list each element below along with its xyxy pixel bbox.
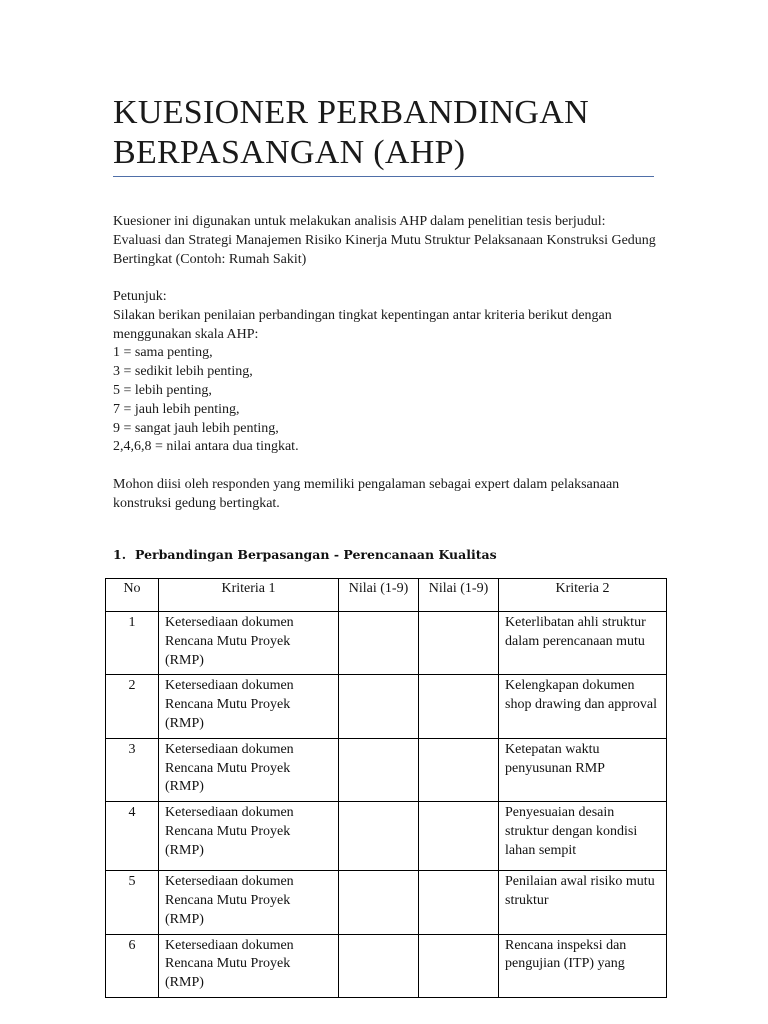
section-heading: [113, 546, 497, 564]
header-no: No: [106, 579, 159, 612]
row-number: 2: [106, 675, 159, 738]
scale-item: 1 = sama penting,: [113, 345, 213, 361]
nilai-2-cell[interactable]: [419, 802, 499, 871]
nilai-1-cell[interactable]: [339, 871, 419, 934]
document-title: [113, 93, 673, 173]
title-underline: [113, 176, 654, 177]
kriteria-1-cell: Ketersediaan dokumen Rencana Mutu Proyek (RMP): [159, 612, 339, 675]
kriteria-1-cell: Ketersediaan dokumen Rencana Mutu Proyek (RMP): [159, 675, 339, 738]
row-number: 5: [106, 871, 159, 934]
kriteria-2-cell: Ketepatan waktu penyusunan RMP: [499, 738, 667, 801]
title-line-1: KUESIONER PERBANDINGAN: [113, 94, 589, 131]
header-nilai-2: Nilai (1-9): [419, 579, 499, 612]
nilai-2-cell[interactable]: [419, 612, 499, 675]
kriteria-2-cell: Penilaian awal risiko mutu struktur: [499, 871, 667, 934]
request-line: Mohon diisi oleh responden yang memiliki pengalaman sebagai expert dalam pelaksanaan: [113, 477, 620, 492]
instruction-line: Silakan berikan penilaian perbandingan tingkat kepentingan antar kriteria berikut dengan: [113, 307, 612, 323]
table-row: [106, 802, 667, 871]
kriteria-1-cell: Ketersediaan dokumen Rencana Mutu Proyek (RMP): [159, 934, 339, 997]
intro-paragraph: [113, 213, 658, 269]
kriteria-1-cell: Ketersediaan dokumen Rencana Mutu Proyek (RMP): [159, 871, 339, 934]
row-number: 6: [106, 934, 159, 997]
kriteria-1-cell: Ketersediaan dokumen Rencana Mutu Proyek (RMP): [159, 802, 339, 871]
nilai-2-cell[interactable]: [419, 675, 499, 738]
intro-line: Evaluasi dan Strategi Manajemen Risiko Kinerja Mutu Struktur Pelaksanaan Konstruksi Gedung: [113, 232, 656, 248]
row-number: 4: [106, 802, 159, 871]
respondent-request: [113, 476, 658, 514]
nilai-2-cell[interactable]: [419, 871, 499, 934]
row-number: 3: [106, 738, 159, 801]
kriteria-2-cell: Keterlibatan ahli struktur dalam perencanaan mutu: [499, 612, 667, 675]
request-line: konstruksi gedung bertingkat.: [113, 495, 280, 511]
scale-item: 7 = jauh lebih penting,: [113, 401, 240, 417]
table-row: [106, 934, 667, 997]
intro-line: Kuesioner ini digunakan untuk melakukan analisis AHP dalam penelitian tesis berjudul:: [113, 214, 606, 229]
instruction-line: menggunakan skala AHP:: [113, 326, 259, 342]
nilai-1-cell[interactable]: [339, 675, 419, 738]
instructions-block: [113, 288, 658, 457]
section-title: Perbandingan Berpasangan - Perencanaan Kualitas: [135, 547, 497, 562]
scale-item: 2,4,6,8 = nilai antara dua tingkat.: [113, 439, 299, 455]
kriteria-1-cell: Ketersediaan dokumen Rencana Mutu Proyek (RMP): [159, 738, 339, 801]
header-kriteria-2: Kriteria 2: [499, 579, 667, 612]
scale-item: 9 = sangat jauh lebih penting,: [113, 420, 279, 436]
table-row: [106, 612, 667, 675]
table-row: [106, 675, 667, 738]
instructions-heading: Petunjuk:: [113, 289, 167, 304]
table-row: [106, 871, 667, 934]
kriteria-2-cell: Penyesuaian desain struktur dengan kondisi lahan sempit: [499, 802, 667, 871]
nilai-2-cell[interactable]: [419, 934, 499, 997]
section-number: 1.: [113, 547, 127, 562]
scale-item: 5 = lebih penting,: [113, 382, 212, 398]
kriteria-2-cell: Rencana inspeksi dan pengujian (ITP) yang: [499, 934, 667, 997]
intro-line: Bertingkat (Contoh: Rumah Sakit): [113, 251, 307, 267]
nilai-2-cell[interactable]: [419, 738, 499, 801]
nilai-1-cell[interactable]: [339, 934, 419, 997]
scale-item: 3 = sedikit lebih penting,: [113, 364, 253, 380]
row-number: 1: [106, 612, 159, 675]
table-row: [106, 738, 667, 801]
table-header-row: [106, 579, 667, 612]
kriteria-2-cell: Kelengkapan dokumen shop drawing dan approval: [499, 675, 667, 738]
nilai-1-cell[interactable]: [339, 802, 419, 871]
nilai-1-cell[interactable]: [339, 612, 419, 675]
nilai-1-cell[interactable]: [339, 738, 419, 801]
title-line-2: BERPASANGAN (AHP): [113, 134, 466, 171]
pairwise-comparison-table: [105, 578, 667, 998]
header-nilai-1: Nilai (1-9): [339, 579, 419, 612]
header-kriteria-1: Kriteria 1: [159, 579, 339, 612]
